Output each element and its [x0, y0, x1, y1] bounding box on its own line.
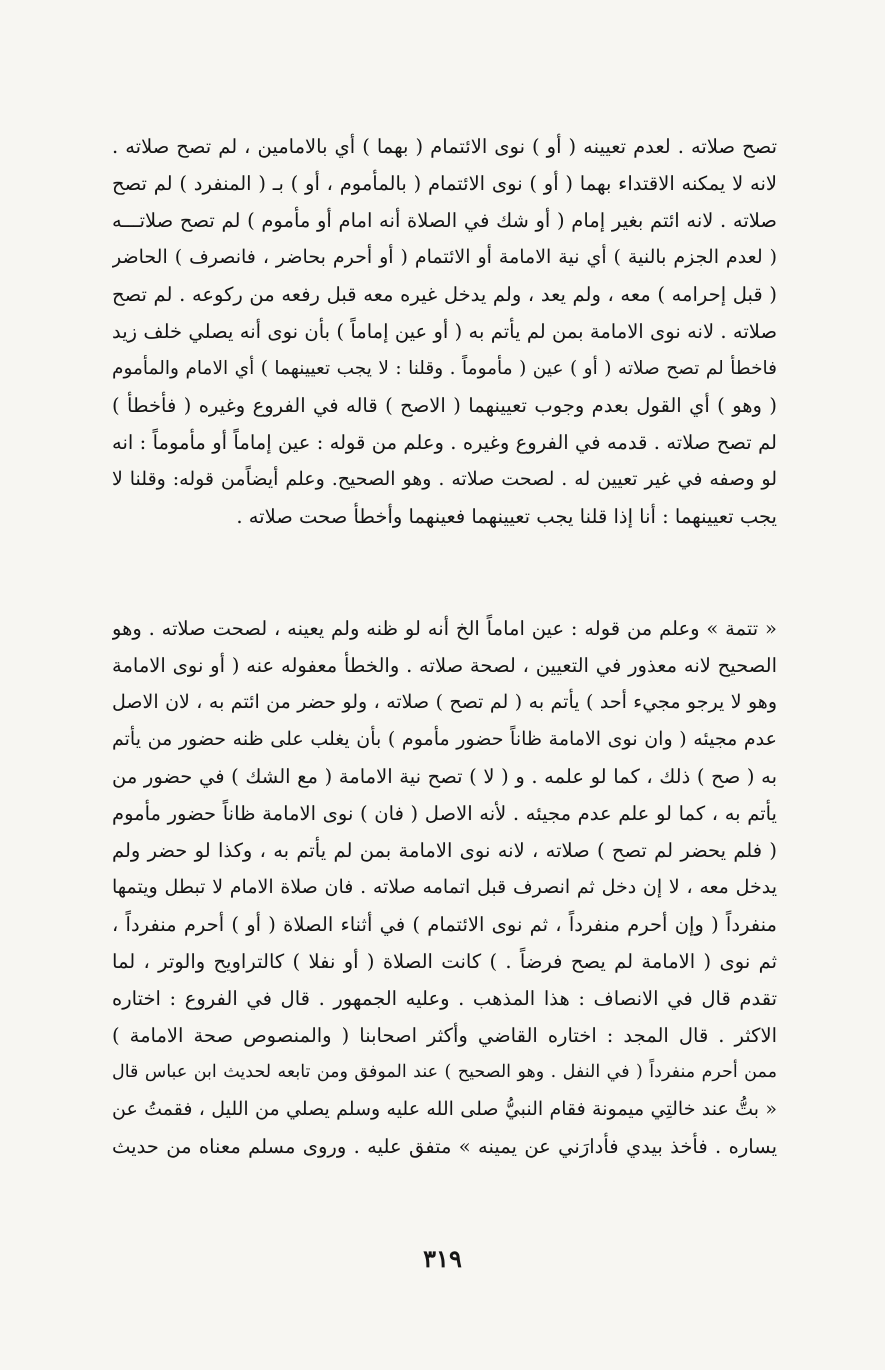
text-line: ( وهو ) أي القول بعدم وجوب تعيينهما ( الاصح ) قاله في الفروع وغيره ( فأخطأ )	[112, 394, 777, 417]
text-line: « تتمة » وعلم من قوله : عين اماماً الخ أنه لو ظنه ولم يعينه ، لصحت صلاته . وهو	[112, 617, 777, 640]
paragraph-tatimma	[112, 610, 777, 1165]
text-line: تقدم قال في الانصاف : هذا المذهب . وعليه الجمهور . قال في الفروع : اختاره	[112, 987, 777, 1010]
text-line: الاكثر . قال المجد : اختاره القاضي وأكثر اصحابنا ( والمنصوص صحة الامامة )	[112, 1024, 777, 1047]
text-line: صلاته . لانه ائتم بغير إمام ( أو شك في الصلاة أنه امام أو مأموم ) لم تصح صلاتـــه	[112, 209, 777, 232]
text-line: وهو لا يرجو مجيء أحد ) يأتم به ( لم تصح ) صلاته ، ولو حضر من ائتم به ، لان الاصل	[112, 691, 777, 713]
text-line: الصحيح لانه معذور في التعيين ، لصحة صلاته . والخطأ معفوله عنه ( أو نوى الامامة	[112, 654, 777, 677]
text-line: صلاته . لانه نوى الامامة بمن لم يأتم به ( أو عين إماماً ) بأن نوى أنه يصلي خلف زيد	[112, 320, 777, 343]
text-line: ( فلم يحضر لم تصح ) صلاته ، لانه نوى الامامة بمن لم يأتم به ، وكذا لو حضر ولم	[112, 839, 777, 862]
text-line: ( لعدم الجزم بالنية ) أي نية الامامة أو الائتمام ( أو أحرم بحاضر ، فانصرف ) الحاضر	[112, 246, 777, 268]
text-line: يجب تعيينهما : أنا إذا قلنا يجب تعيينهما فعينهما وأخطأ صحت صلاته .	[236, 505, 777, 528]
text-line: لانه لا يمكنه الاقتداء بهما ( أو ) نوى الائتمام ( بالمأموم ، أو ) بـ ( المنفرد ) لم تصح	[112, 172, 777, 195]
page-number: ٣١٩	[423, 1244, 462, 1273]
text-line: ( قبل إحرامه ) معه ، ولم يعد ، ولم يدخل غيره معه قبل رفعه من ركوعه . لم تصح	[112, 283, 777, 306]
text-line: لو وصفه في غير تعيين له . لصحت صلاته . وهو الصحيح. وعلم أيضاًمن قوله: وقلنا لا	[112, 468, 777, 490]
text-line: منفرداً ( وإن أحرم منفرداً ، ثم نوى الائتمام ) في أثناء الصلاة ( أو ) أحرم منفرداً ،	[112, 913, 777, 936]
text-line: يساره . فأخذ بيدي فأدارَني عن يمينه » متفق عليه . وروى مسلم معناه من حديث	[112, 1135, 777, 1158]
text-line: فاخطأ لم تصح صلاته ( أو ) عين ( مأموماً . وقلنا : لا يجب تعيينهما ) أي الامام والمأموم	[112, 358, 777, 379]
text-line: تصح صلاته . لعدم تعيينه ( أو ) نوى الائتمام ( بهما ) أي بالامامين ، لم تصح صلاته .	[112, 135, 777, 158]
text-line: ثم نوى ( الامامة لم يصح فرضاً . ) كانت الصلاة ( أو نفلا ) كالتراويح والوتر ، لما	[112, 950, 777, 973]
text-line: لم تصح صلاته . قدمه في الفروع وغيره . وعلم من قوله : عين إماماً أو مأموماً : انه	[112, 431, 777, 454]
paragraph-main	[112, 128, 777, 535]
text-line: يأتم به ، كما لو علم عدم مجيئه . لأنه الاصل ( فان ) نوى الامامة ظاناً حضور مأموم	[112, 802, 777, 825]
text-line: يدخل معه ، لا إن دخل ثم انصرف قبل اتمامه صلاته . فان صلاة الامام لا تبطل ويتمها	[112, 876, 777, 898]
text-line: ممن أحرم منفرداً ( في النفل . وهو الصحيح ) عند الموفق ومن تابعه لحديث ابن عباس قال	[112, 1062, 777, 1082]
text-line: « بتُّ عند خالتِي ميمونة فقام النبيُّ صلى الله عليه وسلم يصلي من الليل ، فقمتُ عن	[112, 1098, 777, 1120]
text-line: به ( صح ) ذلك ، كما لو علمه . و ( لا ) تصح نية الامامة ( مع الشك ) في حضور من	[112, 765, 777, 788]
text-line: عدم مجيئه ( وان نوى الامامة ظاناً حضور مأموم ) بأن يغلب على ظنه حضور من يأتم	[112, 728, 777, 750]
